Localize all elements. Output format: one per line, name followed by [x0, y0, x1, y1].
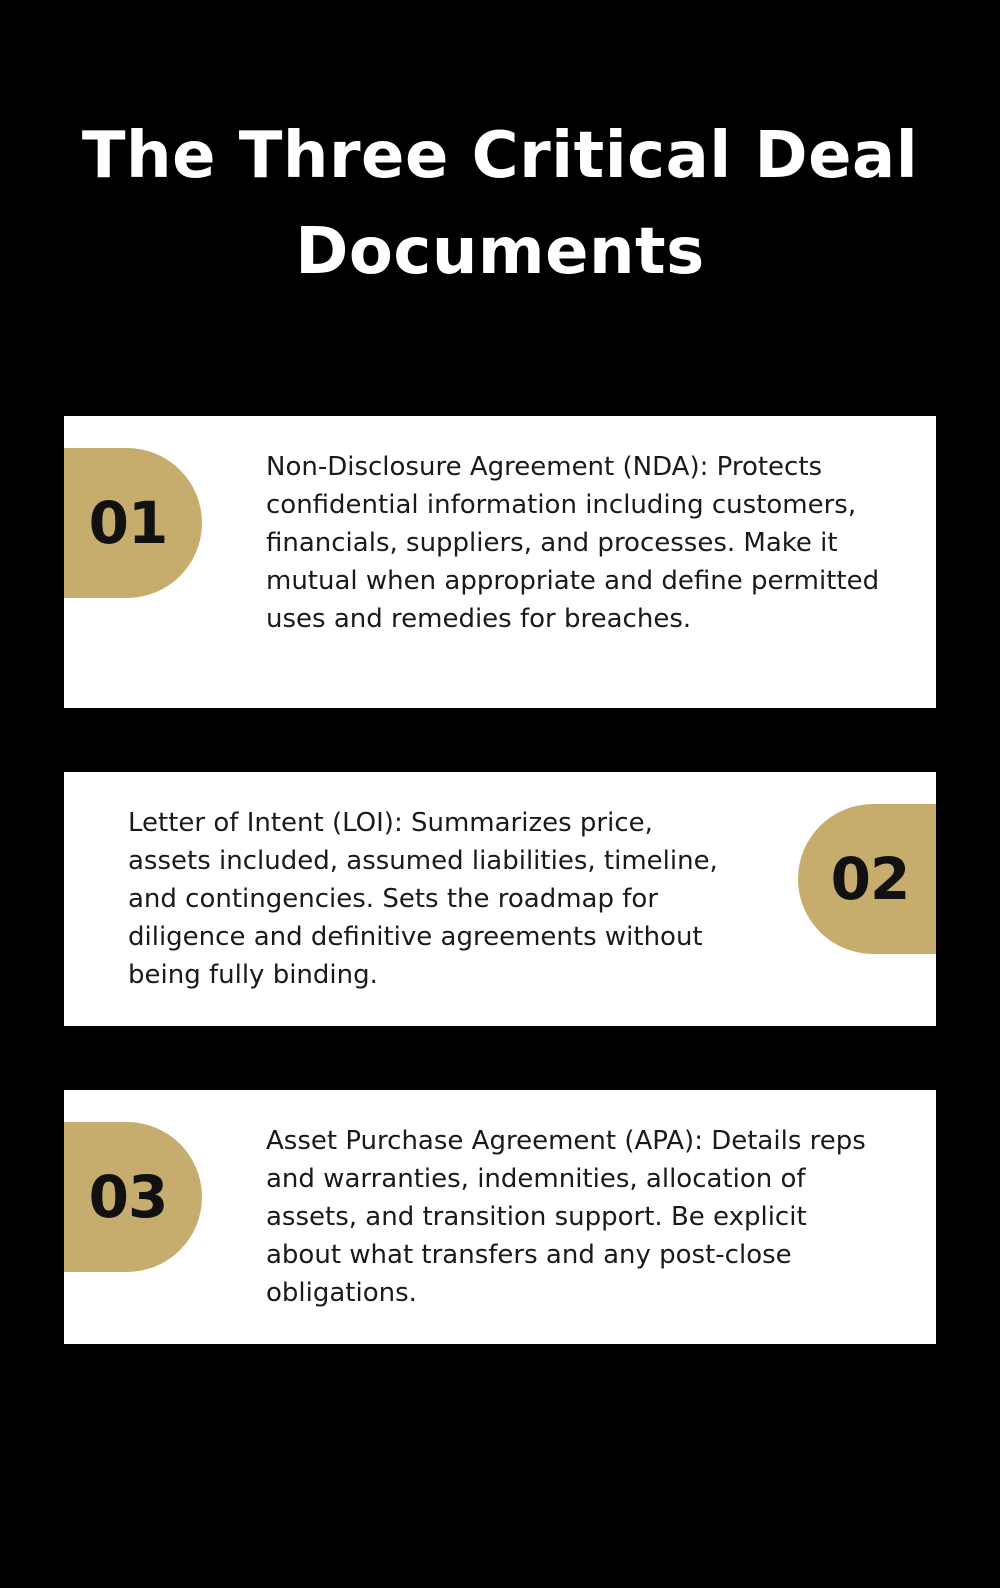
document-card-apa	[64, 1090, 936, 1344]
document-card-loi	[64, 772, 936, 1026]
step-number-badge: 02	[798, 804, 936, 954]
document-card-nda	[64, 416, 936, 708]
document-description: Letter of Intent (LOI): Summarizes price, assets included, assumed liabilities, timeline, and contingencies. Sets the roadmap for diligence and definitive agreements without being fully binding.	[128, 808, 718, 990]
step-number-badge: 03	[64, 1122, 202, 1272]
step-number-badge: 01	[64, 448, 202, 598]
document-description: Non-Disclosure Agreement (NDA): Protects confidential information including customers, financials, suppliers, and processes. Make it mutual when appropriate and define permitted uses and remedies for breaches.	[266, 452, 880, 634]
document-description: Asset Purchase Agreement (APA): Details reps and warranties, indemnities, allocation of assets, and transition support. Be explicit about what transfers and any post-close obligations.	[266, 1126, 866, 1308]
page-title: The Three Critical Deal Documents	[81, 119, 919, 289]
